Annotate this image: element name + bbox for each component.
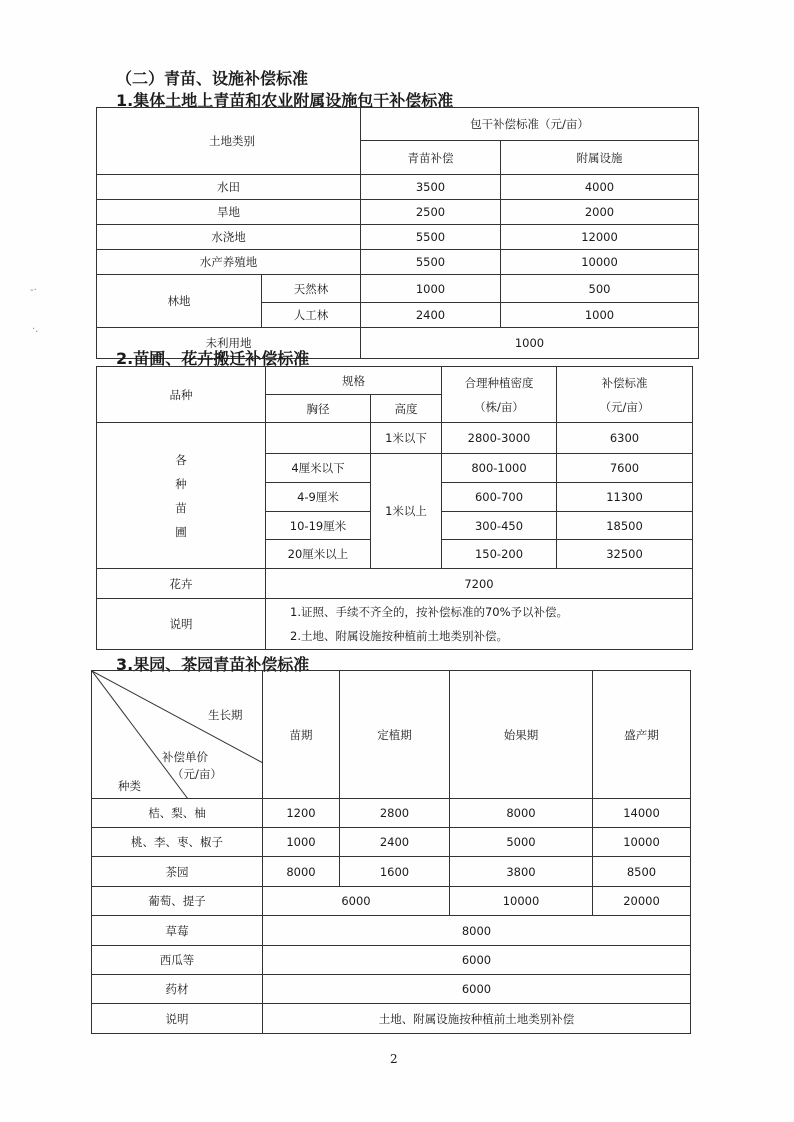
diameter-value: 10-19厘米: [266, 512, 371, 540]
table-row: [97, 225, 699, 250]
orchard-compensation-table: [91, 670, 691, 1034]
crop-value: 5500: [361, 250, 501, 275]
flowers-value: 7200: [266, 569, 693, 599]
kind-label: 葡萄、提子: [92, 887, 263, 916]
height-high: 1米以上: [371, 454, 442, 569]
kind-label: 草莓: [92, 916, 263, 946]
table-row: [92, 799, 691, 828]
facility-value: 4000: [501, 175, 699, 200]
diag-period-label: 生长期: [208, 708, 243, 722]
stage-value: 8500: [593, 857, 691, 887]
table-row: [92, 1004, 691, 1034]
diag-price-label-2: （元/亩）: [172, 767, 222, 781]
density-value: 600-700: [442, 483, 557, 512]
stage-value: 2800: [340, 799, 450, 828]
note-label: 说明: [97, 599, 266, 650]
facility-value: 500: [501, 275, 699, 303]
comp-value: 7600: [557, 454, 693, 483]
land-type: 未利用地: [97, 328, 361, 359]
diameter-value: 4-9厘米: [266, 483, 371, 512]
facility-value: 2000: [501, 200, 699, 225]
stage-value: 3800: [450, 857, 593, 887]
table-row: [92, 828, 691, 857]
density-value: 150-200: [442, 540, 557, 569]
facility-value: 12000: [501, 225, 699, 250]
table-row: [92, 946, 691, 975]
crop-value: 1000: [361, 275, 501, 303]
header-variety: 品种: [97, 367, 266, 423]
stage-value: 8000: [450, 799, 593, 828]
height-low: 1米以下: [371, 423, 442, 454]
diag-price-label-1: 补偿单价: [162, 750, 208, 764]
header-spec: 规格: [266, 367, 442, 395]
note-line-2: 2.土地、附属设施按种植前土地类别补偿。: [290, 629, 508, 643]
stage-header: 始果期: [450, 671, 593, 799]
header-comp: [557, 367, 693, 423]
table2-title: 2.苗圃、花卉搬迁补偿标准: [116, 349, 310, 368]
flat-value: 6000: [263, 975, 691, 1004]
density-value: 2800-3000: [442, 423, 557, 454]
diagonal-header: [92, 671, 263, 799]
page-number: 2: [390, 1052, 398, 1066]
stage-value: 1200: [263, 799, 340, 828]
stage-value: 14000: [593, 799, 691, 828]
flat-value: 8000: [263, 916, 691, 946]
stage-value: 10000: [593, 828, 691, 857]
land-type: 水浇地: [97, 225, 361, 250]
stage-value: 1000: [263, 828, 340, 857]
scan-speck: ·.: [32, 324, 39, 335]
flat-value: 6000: [263, 946, 691, 975]
kind-label: 桃、李、枣、椒子: [92, 828, 263, 857]
header-density-line1: 合理种植密度: [464, 375, 534, 390]
crop-value: 5500: [361, 225, 501, 250]
stage-header: 苗期: [263, 671, 340, 799]
density-value: 800-1000: [442, 454, 557, 483]
stage-value: 2400: [340, 828, 450, 857]
land-type: 水产养殖地: [97, 250, 361, 275]
table-row: [97, 175, 699, 200]
stage-header: 定植期: [340, 671, 450, 799]
diameter-value: 20厘米以上: [266, 540, 371, 569]
stage-value: 1600: [340, 857, 450, 887]
nursery-label: [97, 423, 266, 569]
table-row: [97, 599, 693, 650]
table-row: [97, 275, 699, 303]
facility-value: 1000: [501, 303, 699, 328]
diag-kind-label: 种类: [118, 779, 141, 793]
table-row: [92, 887, 691, 916]
scan-speck: -·: [30, 285, 37, 296]
nursery-compensation-table: [96, 366, 693, 650]
header-comp-line1: 补偿标准: [601, 375, 648, 390]
comp-value: 11300: [557, 483, 693, 512]
land-type: 旱地: [97, 200, 361, 225]
crop-value: 2400: [361, 303, 501, 328]
stage-value: 5000: [450, 828, 593, 857]
stage-value: 8000: [263, 857, 340, 887]
table-row: [92, 975, 691, 1004]
note-text: [266, 599, 693, 650]
header-diameter: 胸径: [266, 395, 371, 423]
nursery-char: 各: [175, 452, 187, 467]
table-row: [92, 916, 691, 946]
comp-value: 32500: [557, 540, 693, 569]
diameter-value: [266, 423, 371, 454]
nursery-char: 种: [175, 476, 187, 491]
forest-sub-type: 天然林: [262, 275, 361, 303]
diameter-value: 4厘米以下: [266, 454, 371, 483]
comp-value: 18500: [557, 512, 693, 540]
header-density: [442, 367, 557, 423]
crop-value: 2500: [361, 200, 501, 225]
header-comp-line2: （元/亩）: [599, 399, 650, 414]
note-text: 土地、附属设施按种植前土地类别补偿: [263, 1004, 691, 1034]
facility-value: 10000: [501, 250, 699, 275]
forest-label: 林地: [97, 275, 262, 328]
table1-title: 1.集体土地上青苗和农业附属设施包干补偿标准: [116, 91, 454, 110]
land-compensation-table: [96, 107, 699, 359]
land-type: 水田: [97, 175, 361, 200]
grape-peak-value: 20000: [593, 887, 691, 916]
crop-value: 3500: [361, 175, 501, 200]
grape-early-value: 6000: [263, 887, 450, 916]
table-row: [97, 200, 699, 225]
kind-label: 茶园: [92, 857, 263, 887]
stage-header: 盛产期: [593, 671, 691, 799]
unused-value: 1000: [361, 328, 699, 359]
section-title: （二）青苗、设施补偿标准: [116, 69, 309, 88]
header-standard: 包干补偿标准（元/亩）: [361, 108, 699, 141]
note-line-1: 1.证照、手续不齐全的，按补偿标准的70%予以补偿。: [290, 605, 569, 619]
grape-fruit-value: 10000: [450, 887, 593, 916]
header-facility: 附属设施: [501, 141, 699, 175]
note-label: 说明: [92, 1004, 263, 1034]
table3-title: 3.果园、茶园青苗补偿标准: [116, 655, 310, 674]
header-land-type: 土地类别: [97, 108, 361, 175]
kind-label: 药材: [92, 975, 263, 1004]
nursery-char: 圃: [175, 524, 187, 539]
forest-sub-type: 人工林: [262, 303, 361, 328]
kind-label: 桔、梨、柚: [92, 799, 263, 828]
table-row: [97, 569, 693, 599]
table-row: [97, 423, 693, 454]
nursery-char: 苗: [175, 500, 187, 515]
header-height: 高度: [371, 395, 442, 423]
density-value: 300-450: [442, 512, 557, 540]
table-row: [92, 857, 691, 887]
header-crop: 青苗补偿: [361, 141, 501, 175]
comp-value: 6300: [557, 423, 693, 454]
flowers-label: 花卉: [97, 569, 266, 599]
kind-label: 西瓜等: [92, 946, 263, 975]
header-density-line2: （株/亩）: [474, 399, 524, 414]
table-row: [97, 250, 699, 275]
